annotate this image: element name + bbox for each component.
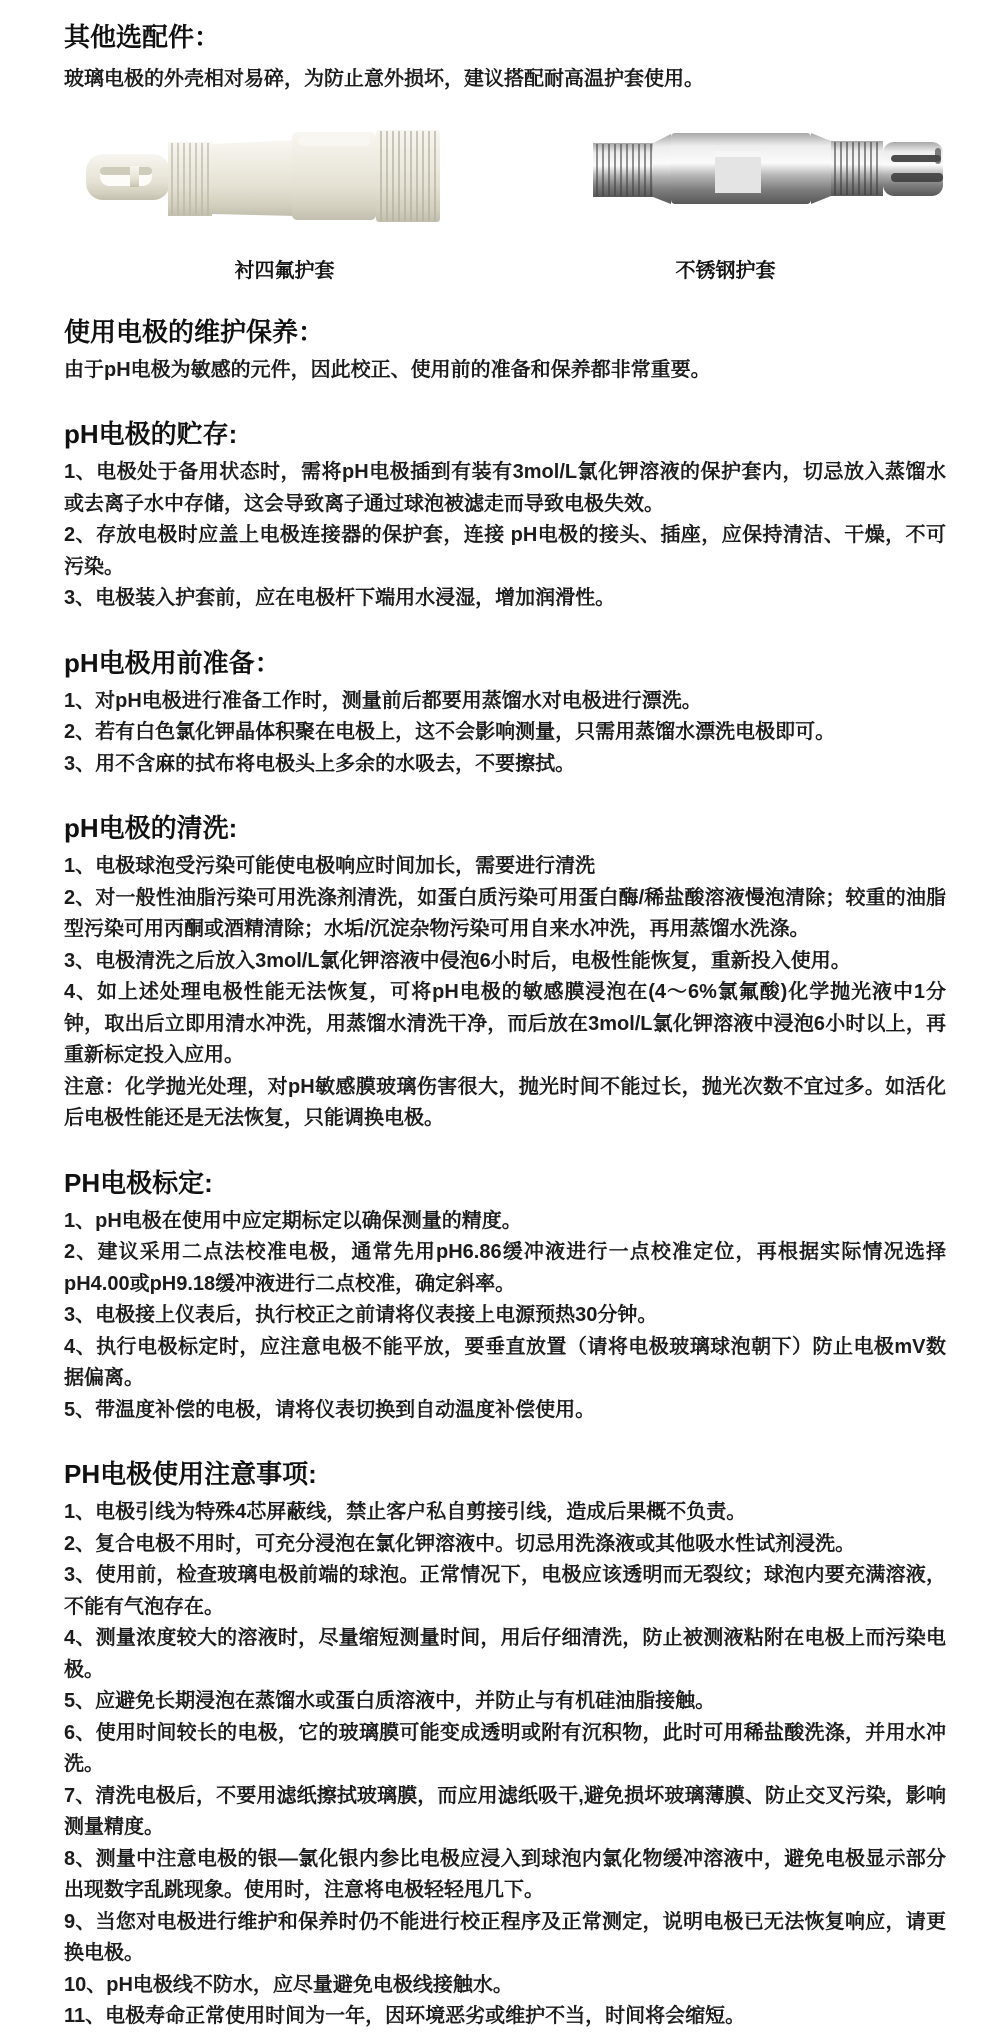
list-item: 5、带温度补偿的电极，请将仪表切换到自动温度补偿使用。: [64, 1398, 596, 1421]
list-item: 1、对pH电极进行准备工作时，测量前后都要用蒸馏水对电极进行漂洗。: [64, 689, 702, 712]
section-preparation-title: pH电极用前准备：: [64, 647, 281, 678]
stainless-sleeve-column: [515, 112, 946, 230]
maintenance-intro: 由于pH电极为敏感的元件，因此校正、使用前的准备和保养都非常重要。: [64, 358, 711, 381]
list-item: 10、pH电极线不防水，应尽量避免电极线接触水。: [64, 1973, 513, 1996]
list-item-note: 注意：化学抛光处理，对pH敏感膜玻璃伤害很大，抛光时间不能过长，抛光次数不宜过多。如活化后电极性能还是无法恢复，只能调换电极。: [64, 1075, 946, 1129]
ptfe-sleeve-caption: 衬四氟护套: [234, 259, 335, 282]
section-storage: [64, 416, 946, 615]
section-storage-title: pH电极的贮存:: [64, 419, 238, 449]
stainless-sleeve-caption: 不锈钢护套: [675, 259, 776, 282]
section-cleaning-title: pH电极的清洗:: [64, 813, 238, 843]
stainless-steel-sleeve-photo: [591, 128, 946, 208]
accessories-title: 其他选配件：: [64, 22, 221, 52]
list-item: 2、若有白色氯化钾晶体积聚在电极上，这不会影响测量，只需用蒸馏水漂洗电极即可。: [64, 721, 836, 743]
list-item: 4、如上述处理电极性能无法恢复，可将pH电极的敏感膜浸泡在(4～6%氯氟酸)化学抛光液中1分钟，取出后立即用清水冲洗，用蒸馏水清洗干净，而后放在3mol/L氯化钾溶液中浸泡6小时以上，再重新标定投入应用。: [64, 981, 946, 1066]
list-item: 1、电极处于备用状态时，需将pH电极插到有装有3mol/L氯化钾溶液的保护套内，切忌放入蒸馏水或去离子水中存储，这会导致离子通过球泡被滤走而导致电极失效。: [64, 461, 946, 515]
stainless-sleeve-figure: [591, 128, 946, 213]
list-item: 11、电极寿命正常使用时间为一年，因环境恶劣或维护不当，时间将会缩短。: [64, 2005, 746, 2027]
list-item: 5、应避免长期浸泡在蒸馏水或蛋白质溶液中，并防止与有机硅油脂接触。: [64, 1690, 716, 1712]
ptfe-sleeve-figure: [84, 112, 444, 229]
list-item: 1、pH电极在使用中应定期标定以确保测量的精度。: [64, 1209, 522, 1232]
ptfe-sleeve-column: [64, 112, 515, 230]
section-calibration: [64, 1165, 946, 1427]
list-item: 3、电极接上仪表后，执行校正之前请将仪表接上电源预热30分钟。: [64, 1304, 658, 1326]
list-item: 9、当您对电极进行维护和保养时仍不能进行校正程序及正常测定，说明电极已无法恢复响应，请更换电极。: [64, 1910, 946, 1964]
list-item: 4、执行电极标定时，应注意电极不能平放，要垂直放置（请将电极玻璃球泡朝下）防止电极mV数据偏离。: [64, 1335, 946, 1389]
list-item: 1、电极引线为特殊4芯屏蔽线，禁止客户私自剪接引线，造成后果概不负责。: [64, 1501, 747, 1523]
list-item: 2、建议采用二点法校准电极，通常先用pH6.86缓冲液进行一点校准定位，再根据实际情况选择pH4.00或pH9.18缓冲液进行二点校准，确定斜率。: [64, 1241, 946, 1295]
section-usage-precautions-title: PH电极使用注意事项:: [64, 1459, 317, 1489]
list-item: 1、电极球泡受污染可能使电极响应时间加长，需要进行清洗: [64, 855, 596, 877]
accessories-intro: 玻璃电极的外壳相对易碎，为防止意外损坏，建议搭配耐高温护套使用。: [64, 68, 704, 90]
list-item: 4、测量浓度较大的溶液时，尽量缩短测量时间，用后仔细清洗，防止被测液粘附在电极上而污染电极。: [64, 1627, 946, 1681]
list-item: 2、对一般性油脂污染可用洗涤剂清洗，如蛋白质污染可用蛋白酶/稀盐酸溶液慢泡清除；较重的油脂型污染可用丙酮或酒精清除；水垢/沉淀杂物污染可用自来水冲洗，再用蒸馏水洗涤。: [64, 886, 946, 940]
list-item: 2、存放电极时应盖上电极连接器的保护套，连接 pH电极的接头、插座，应保持清洁、干燥，不可污染。: [64, 524, 946, 578]
accessory-photos-row: [64, 112, 946, 230]
list-item: 3、电极装入护套前，应在电极杆下端用水浸湿，增加润滑性。: [64, 587, 616, 609]
accessory-captions-row: [64, 258, 946, 284]
list-item: 6、使用时间较长的电极，它的玻璃膜可能变成透明或附有沉积物，此时可用稀盐酸洗涤，并用水冲洗。: [64, 1721, 946, 1775]
list-item: 3、电极清洗之后放入3mol/L氯化钾溶液中侵泡6小时后，电极性能恢复，重新投入使用。: [64, 949, 851, 972]
list-item: 3、使用前，检查玻璃电极前端的球泡。正常情况下，电极应该透明而无裂纹；球泡内要充满溶液，不能有气泡存在。: [64, 1564, 946, 1618]
section-cleaning: [64, 810, 946, 1135]
list-item: 2、复合电极不用时，可充分浸泡在氯化钾溶液中。切忌用洗涤液或其他吸水性试剂浸洗。: [64, 1532, 856, 1555]
ptfe-sleeve-photo: [84, 112, 444, 224]
list-item: 7、清洗电极后，不要用滤纸擦拭玻璃膜，而应用滤纸吸干,避免损坏玻璃薄膜、防止交叉污染，影响测量精度。: [64, 1784, 946, 1838]
section-usage-precautions: [64, 1456, 946, 2033]
maintenance-title: 使用电极的维护保养：: [64, 316, 325, 347]
section-calibration-title: PH电极标定:: [64, 1167, 213, 1198]
list-item: 8、测量中注意电极的银—氯化银内参比电极应浸入到球泡内氯化物缓冲溶液中，避免电极显示部分出现数字乱跳现象。使用时，注意将电极轻轻甩几下。: [64, 1847, 946, 1901]
section-preparation: [64, 645, 946, 781]
list-item: 3、用不含麻的拭布将电极头上多余的水吸去，不要擦拭。: [64, 752, 576, 775]
